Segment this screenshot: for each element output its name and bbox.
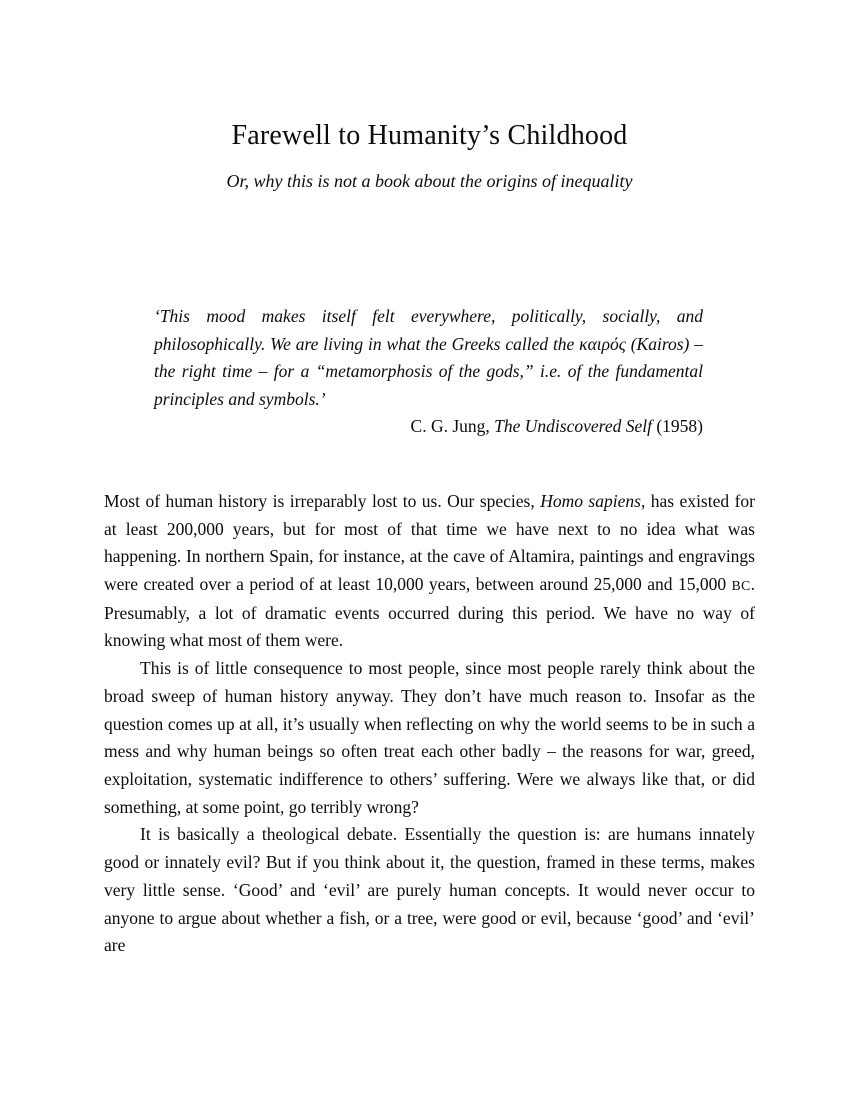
chapter-subtitle: Or, why this is not a book about the origins of inequality xyxy=(226,171,633,191)
epigraph-quote: ‘This mood makes itself felt everywhere, politically, socially, and philosophically. We are living in what the Greeks called the καιρός (Kairos) – the right time – for a “metamorphosis of the gods,” i.e. of the fundamental principles and symbols.’ xyxy=(154,306,703,409)
paragraph-2: This is of little consequence to most people, since most people rarely think about the broad sweep of human history anyway. They don’t have much reason to. Insofar as the question comes up at all, it’s usually when reflecting on why the world seems to be in such a mess and why human beings so often treat each other badly – the reasons for war, greed, exploitation, systematic indifference to others’ suffering. Were we always like that, or did something, at some point, go terribly wrong? xyxy=(104,658,755,817)
chapter-title: Farewell to Humanity’s Childhood xyxy=(231,120,628,151)
epigraph-attribution: C. G. Jung, The Undiscovered Self (1958) xyxy=(410,416,703,437)
paragraph-3: It is basically a theological debate. Essentially the question is: are humans innately good or innately evil? But if you think about it, the question, framed in these terms, makes very little sense. ‘Good’ and ‘evil’ are purely human concepts. It would never occur to anyone to argue about whether a fish, or a tree, were good or evil, because ‘good’ and ‘evil’ are xyxy=(104,824,755,956)
epigraph xyxy=(154,303,703,441)
paragraph-1: Most of human history is irreparably lost to us. Our species, Homo sapiens, has existed for at least 200,000 years, but for most of that time we have next to no idea what was happening. In northern Spain, for instance, at the cave of Altamira, paintings and engravings were created over a period of at least 10,000 years, between around 25,000 and 15,000 BC. Presumably, a lot of dramatic events occurred during this period. We have no way of knowing what most of them were. xyxy=(104,490,755,651)
body-text xyxy=(104,488,755,960)
